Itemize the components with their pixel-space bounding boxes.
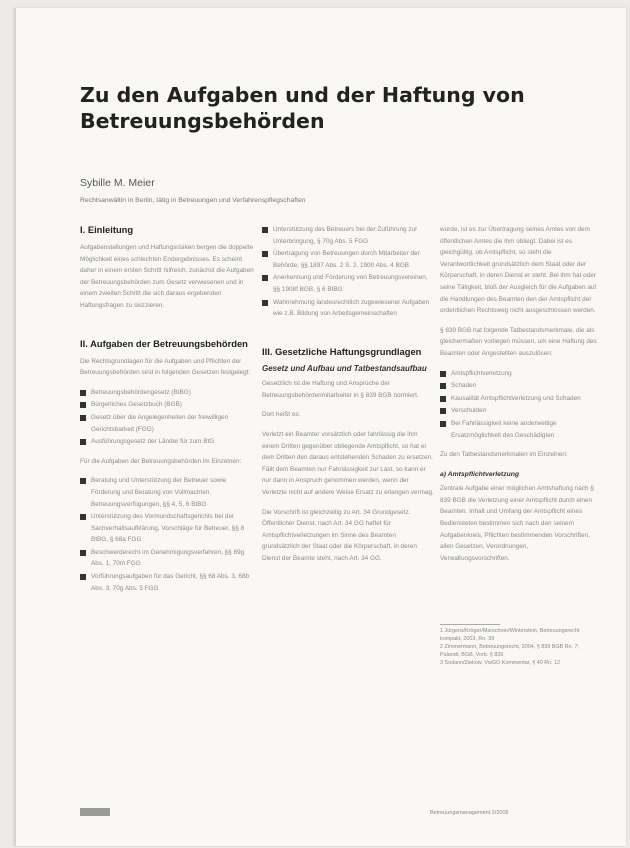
list-item: Ausführungsgesetz der Länder für zum BtG: [80, 436, 256, 448]
list-item: Gesetz über die Angelegenheiten der freiwilligen Gerichtsbarkeit (FGG): [80, 412, 256, 435]
heading-haftung: III. Gesetzliche Haftungsgrundlagen: [262, 345, 422, 357]
tasks-intro: Für die Aufgaben der Betreuungsbehörden im Einzelnen:: [80, 457, 242, 465]
subheading-gesetz: Gesetz und Aufbau und Tatbestandsaufbau: [262, 363, 427, 373]
list-item: Vorführungsaufgaben für das Gericht, §§ 68 Abs. 3, 68b Abs. 3, 70g Abs. 5 FGG: [80, 571, 256, 594]
page-number-mark: [80, 808, 110, 816]
list-item: Bei Fahrlässigkeit keine anderweitige Ersatzmöglichkeit des Geschädigten: [440, 418, 598, 441]
list-item: Unterstützung des Betreuers bei der Zuführung zur Unterbringung, § 70g Abs. 5 FGG: [262, 224, 434, 247]
body-paragraph: wurde, ist es zur Übertragung seines Amtes von dem öffentlichen Amtes die ihm obliegt. Dabei ist es gleichgültig, ob Amtspflicht, so steht die Verantwortlichkeit grundsätzlich dem Staat oder der Körperschaft, in deren Dienst er steht. Bei ihm hat oder seine Tätigkeit, bloß der Ausgleich für die Aufgaben auf die Handlungen des Beamten den der Amtspflicht der ordentlichen Rechtsweg nicht ausgeschlossen werden.: [440, 226, 597, 315]
list-item: Wahrnehmung landesrechtlich zugewiesener Aufgaben wie z.B. Bildung von Arbeitsgemeinschaften: [262, 297, 434, 320]
tasks-list: [80, 475, 256, 594]
author-name: Sybille M. Meier: [80, 177, 155, 189]
list-item: Bürgerliches Gesetzbuch (BGB): [80, 399, 256, 411]
heading-aufgaben: II. Aufgaben der Betreuungsbehörden: [80, 337, 248, 349]
scan-edge: [14, 8, 16, 846]
list-item: Übertragung von Betreuungen durch Mitarbeiter der Behörde, §§ 1897 Abs. 2 S. 2, 1900 Abs. 4 BGB: [262, 248, 434, 271]
list-item: Verschulden: [440, 405, 598, 417]
basis-paragraph: Die Rechtsgrundlagen für die Aufgaben und Pflichten der Betreuungsbehörden sind in folgenden Gesetzen festgelegt:: [80, 357, 251, 377]
subheading-amtspflicht: a) Amtspflichtverletzung: [440, 470, 520, 478]
list-item: Amtspflichtverletzung: [440, 368, 598, 380]
list-item: Schaden: [440, 380, 598, 392]
footnote: 3 Sodann/Ziekow, VwGO Kommentar, § 40 Rn. 12: [440, 660, 561, 667]
list-item: Anerkennung und Förderung von Betreuungsvereinen, §§ 1908f BGB, § 6 BtBG: [262, 272, 434, 295]
elements-list: [440, 368, 598, 442]
footnote: 2 Zimmermann, Betreuungsrecht, 2004, § 839 BGB Rn. 7; Palandt, BGB, Vorb. § 839: [440, 644, 580, 659]
author-affiliation: Rechtsanwältin in Berlin, tätig in Betreuungen und Verfahrenspflegschaften: [80, 197, 306, 204]
article-title: Zu den Aufgaben und der Haftung von Betreuungsbehörden: [80, 83, 525, 133]
body-paragraph: Zentrale Aufgabe einer möglichen Amtshaftung nach § 839 BGB die Verletzung einer Amtspflicht durch einen Beamten. Inhalt und Umfang der Amtspflicht eines Bediensteten bestimmen sich nach den seinem Aufgabenkreis, Pflichten bestimmenden Vorschriften, allen Gesetzen, Verordnungen, Verwaltungsvorschriften.: [440, 485, 594, 562]
list-item: Betreuungsbehördengesetz (BtBG): [80, 387, 256, 399]
quote-paragraph: Verletzt ein Beamter vorsätzlich oder fahrlässig die ihm einem Dritten gegenüber obliegende Amtspflicht, so hat er dem Dritten den daraus entstehenden Schaden zu ersetzen. Fällt dem Beamten nur Fahrlässigkeit zur Last, so kann er nur dann in Anspruch genommen werden, wenn der Verletzte nicht auf andere Weise Ersatz zu erlangen vermag.: [262, 431, 434, 496]
footnote: 1 Jürgens/Kröger/Marschner/Winterstein, Betreuungsrecht kompakt, 2003, Rn. 39: [440, 628, 580, 643]
body-paragraph: Zu den Tatbestandsmerkmalen im Einzelnen:: [440, 451, 568, 459]
body-paragraph: § 839 BGB hat folgende Tatbestandsmerkmale, die als gleichermaßen vorliegen müssen, um eine Haftung des Beamten oder Angestellten auszulösen:: [440, 326, 597, 357]
list-item: Beratung und Unterstützung der Betreuer sowie Förderung und Beratung von Vollmachten, Betreuungsverfügungen, §§ 4, 5, 6 BtBG: [80, 475, 256, 510]
body-paragraph: Die Vorschrift ist gleichzeitig zu Art. 34 Grundgesetz. Öffentlicher Dienst, nach Art. 34 GG haftet für Amtspflichtverletzungen im Sinne des Beamten grundsätzlich der Staat oder die Körperschaft, in deren Dienst der Beamte steht, nach Art. 34 GG.: [262, 508, 417, 562]
list-item: Beschwerderecht im Genehmigungsverfahren, §§ 69g Abs. 1, 70m FGG: [80, 547, 256, 570]
list-item: Kausalität Amtspflichtverletzung und Schaden: [440, 393, 598, 405]
journal-footer: Betreuungsmanagement 2/2005: [430, 810, 509, 816]
footnote-rule: [440, 624, 500, 625]
list-item: Unterstützung des Vormundschaftsgerichts bei der Sachverhaltsaufklärung, Vorschläge für Betreuer, §§ 8 BtBG, § 68a FGG: [80, 511, 256, 546]
lautet-line: Dort heißt es:: [262, 411, 301, 419]
laws-list: [80, 387, 256, 448]
gesetz-paragraph: Gesetzlich ist die Haftung und Ansprüche der Betreuungsbehördenmitarbeiter in § 839 BGB normiert.: [262, 380, 419, 399]
column-2: [262, 224, 434, 573]
tasks-list-continued: [262, 224, 434, 320]
column-1: [80, 224, 256, 602]
intro-paragraph: Aufgabenstellungen und Haftungsrisiken bergen die doppelte Möglichkeit eines schlechten Endergebnisses. Es scheint daher in einem ersten Schritt hilfreich, zunächst die Aufgaben der Betreuungsbehörden zum Gesetz verwiesenen und in einem zweiten Schritt die sich daraus ergebenden Haftungsfragen zu skizzieren.: [80, 244, 254, 309]
column-3: [440, 224, 598, 667]
heading-einleitung: I. Einleitung: [80, 224, 134, 235]
